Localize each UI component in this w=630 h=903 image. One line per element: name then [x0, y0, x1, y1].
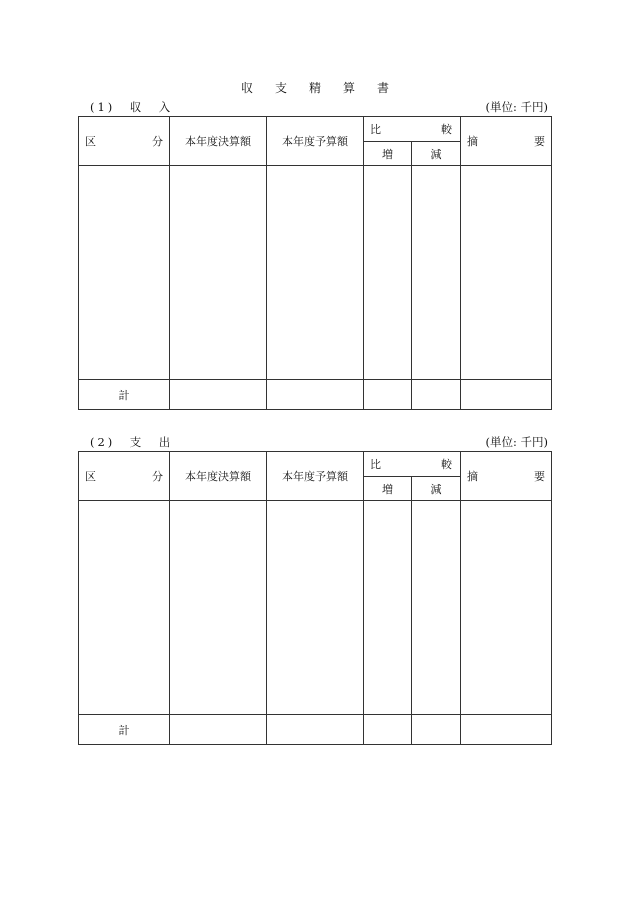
income-total-decrease[interactable] [412, 380, 461, 410]
header-category-char-1: 区 [85, 470, 96, 483]
header-category-char-1: 区 [85, 135, 96, 148]
expense-total-label: 計 [79, 715, 170, 745]
header-actual: 本年度決算額 [170, 452, 267, 501]
header-remarks [461, 117, 552, 166]
header-compare-char-2: 較 [441, 123, 452, 136]
header-category [79, 117, 170, 166]
income-body-increase[interactable] [364, 166, 412, 380]
header-remarks-char-2: 要 [534, 135, 545, 148]
expense-total-decrease[interactable] [412, 715, 461, 745]
header-category-char-2: 分 [152, 135, 163, 148]
document-title: 収支精算書 [240, 81, 411, 95]
income-body-budget[interactable] [267, 166, 364, 380]
income-body-remarks[interactable] [461, 166, 552, 380]
header-category-char-2: 分 [152, 470, 163, 483]
header-remarks-char-1: 摘 [467, 470, 478, 483]
expense-body-category[interactable] [79, 501, 170, 715]
header-increase: 増 [364, 142, 412, 166]
header-remarks [461, 452, 552, 501]
income-total-actual[interactable] [170, 380, 267, 410]
expense-total-budget[interactable] [267, 715, 364, 745]
header-remarks-char-1: 摘 [467, 135, 478, 148]
income-body-actual[interactable] [170, 166, 267, 380]
header-increase: 増 [364, 477, 412, 501]
expense-body-actual[interactable] [170, 501, 267, 715]
income-total-remarks[interactable] [461, 380, 552, 410]
header-compare-char-2: 較 [441, 458, 452, 471]
unit-label-income: (単位: 千円) [485, 100, 548, 114]
income-total-label: 計 [79, 380, 170, 410]
expense-body-remarks[interactable] [461, 501, 552, 715]
header-budget: 本年度予算額 [267, 452, 364, 501]
expense-table [78, 451, 552, 745]
header-actual: 本年度決算額 [170, 117, 267, 166]
expense-body-budget[interactable] [267, 501, 364, 715]
income-body-category[interactable] [79, 166, 170, 380]
header-budget: 本年度予算額 [267, 117, 364, 166]
income-total-budget[interactable] [267, 380, 364, 410]
income-body-decrease[interactable] [412, 166, 461, 380]
section-heading-expense: (2) 支 出 [90, 435, 174, 449]
unit-label-expense: (単位: 千円) [485, 435, 548, 449]
header-decrease: 減 [412, 142, 461, 166]
expense-body-decrease[interactable] [412, 501, 461, 715]
header-compare-char-1: 比 [370, 458, 381, 471]
header-compare [364, 452, 461, 477]
expense-total-increase[interactable] [364, 715, 412, 745]
header-remarks-char-2: 要 [534, 470, 545, 483]
income-table [78, 116, 552, 410]
income-total-increase[interactable] [364, 380, 412, 410]
header-category [79, 452, 170, 501]
header-compare [364, 117, 461, 142]
section-heading-income: (1) 収 入 [90, 100, 174, 114]
expense-total-remarks[interactable] [461, 715, 552, 745]
expense-total-actual[interactable] [170, 715, 267, 745]
header-decrease: 減 [412, 477, 461, 501]
expense-body-increase[interactable] [364, 501, 412, 715]
header-compare-char-1: 比 [370, 123, 381, 136]
